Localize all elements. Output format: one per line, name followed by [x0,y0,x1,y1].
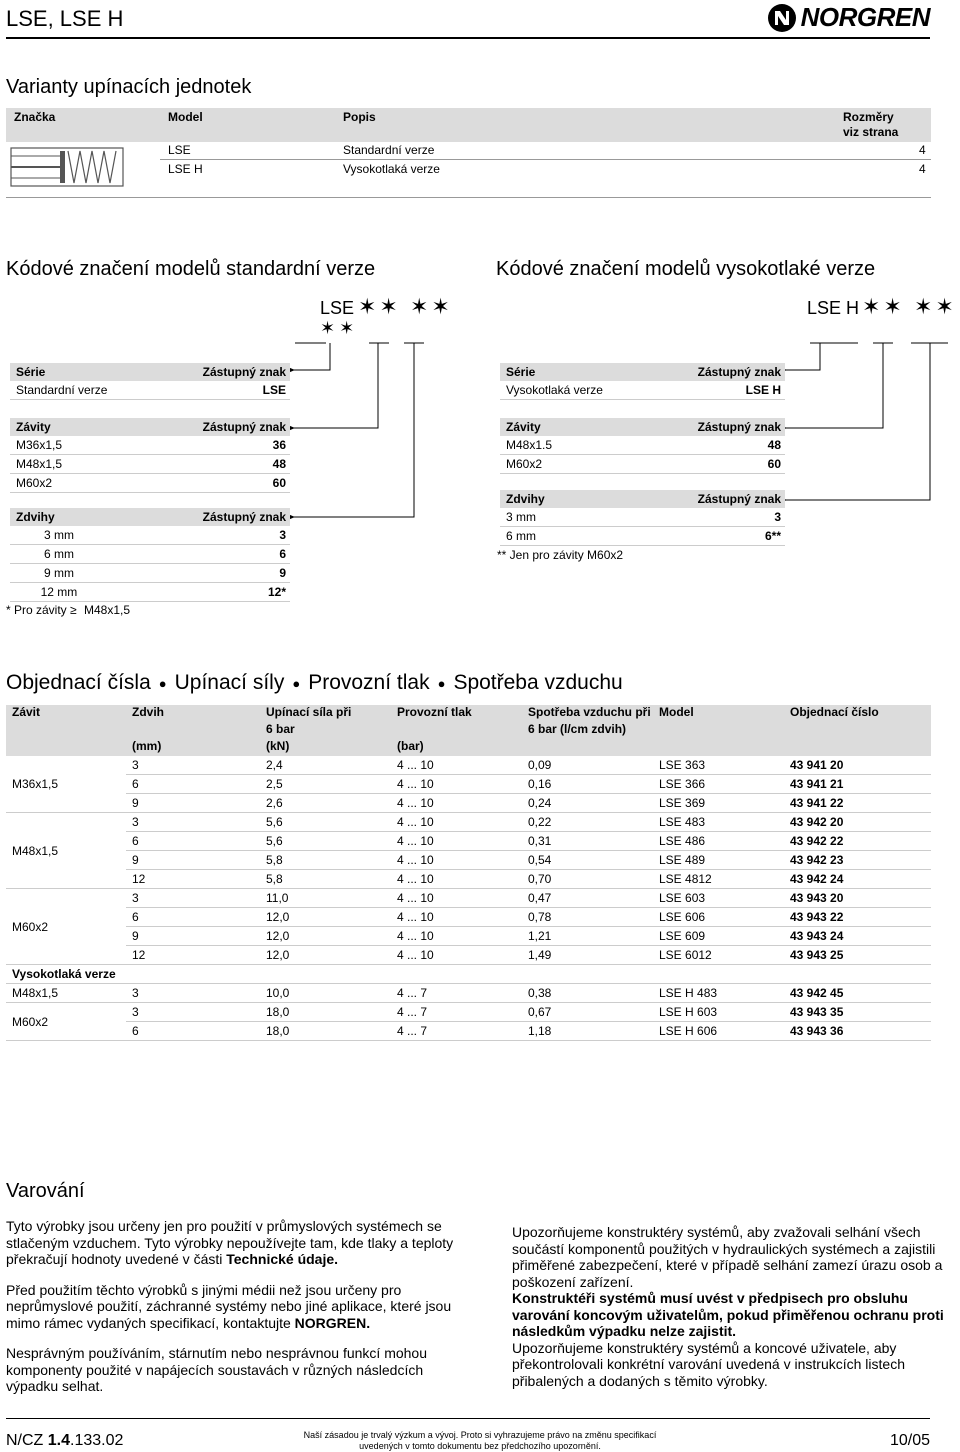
warning-text: Tyto výrobky jsou určeny jen pro použití v průmyslových systémech se stlačeným vzduchem. Tyto výrobky nepoužívejte tam, kde tlaky a teploty překračují hodnoty uvedené v části [6,1218,454,1267]
order-table [6,705,931,1041]
order-number-cell: 43 943 24 [784,927,931,946]
page-title: LSE, LSE H [6,6,124,31]
pressure-cell: 4 ... 10 [391,775,522,794]
stroke-cell: 12 [126,946,260,965]
variants-col-symbol: Značka [14,110,56,124]
force-cell: 18,0 [260,1022,391,1041]
model-cell: LSE 486 [653,832,784,851]
variant-desc-2: Vysokotlaká verze [343,162,440,176]
stroke-cell: 6 [126,832,260,851]
air-cell: 0,22 [522,813,653,832]
std-threads-h1: Závity [10,418,115,436]
table-row [6,832,931,851]
order-number-cell: 43 943 36 [784,1022,931,1041]
std-series-value: LSE [156,381,290,400]
std-placeholder-stars: ✶✶ ✶✶ [358,294,453,319]
variants-title: Varianty upínacích jednotek [6,76,252,98]
order-number-cell: 43 942 45 [784,984,931,1003]
order-number-cell: 43 943 20 [784,889,931,908]
warning-paragraph [6,1282,454,1332]
footer-disclaimer-line: Naší zásadou je trvalý výzkum a vývoj. Proto si vyhrazujeme právo na změnu specifikací [303,1430,657,1440]
bullet-icon: ● [437,675,446,691]
variant-model-2: LSE H [168,162,203,176]
order-col-force: Upínací síla při [260,705,391,722]
order-title-part: Provozní tlak [308,671,430,694]
hp-section-label: Vysokotlaká verze [6,965,931,984]
order-number-cell: 43 942 24 [784,870,931,889]
warning-paragraph: Upozorňujeme konstruktéry systémů, aby zvažovali selhání všech součástí komponentů použitých v hydraulických systémech a zajistili přiměřené zabezpečení, které v případě selhání zamezí úrazu osob a poškození zařízení. [512,1224,943,1290]
pressure-cell: 4 ... 10 [391,813,522,832]
hp-threads-table [500,418,785,474]
stroke-cell: 3 [126,889,260,908]
warning-paragraph: Upozorňujeme konstruktéry systémů a koncové uživatele, aby překontrolovali konkrétní varování uvedená v instrukcích listech přibalených a dodaných s těmito výrobky. [512,1339,905,1389]
std-stroke-code: 12* [106,583,290,602]
std-note-prefix: * Pro závity [6,603,67,617]
force-cell: 18,0 [260,1003,391,1022]
cylinder-symbol-icon [10,146,126,188]
variant-model-1: LSE [168,143,191,157]
air-cell: 0,09 [522,756,653,775]
air-cell: 0,31 [522,832,653,851]
footer-disclaimer [260,1430,700,1452]
bullet-icon: ● [158,675,167,691]
std-thread-label: M60x2 [10,474,115,493]
air-cell: 0,54 [522,851,653,870]
stroke-cell: 9 [126,851,260,870]
thread-cell: M48x1,5 [6,984,126,1003]
std-strokes-h2: Zástupný znak [106,508,290,526]
pressure-cell: 4 ... 10 [391,851,522,870]
std-stroke-label: 12 mm [10,583,106,602]
variants-header-bar [6,108,931,142]
std-series-h1: Série [10,363,156,381]
force-cell: 12,0 [260,946,391,965]
hp-coding-title: Kódové značení modelů vysokotlaké verze [496,258,876,280]
model-cell: LSE 489 [653,851,784,870]
model-cell: LSE 609 [653,927,784,946]
air-cell: 0,38 [522,984,653,1003]
order-number-cell: 43 943 25 [784,946,931,965]
std-stroke-code: 3 [106,526,290,545]
hp-thread-code: 48 [607,436,785,455]
force-cell: 12,0 [260,908,391,927]
table-row [6,813,931,832]
warning-text-bold: Technické údaje. [226,1251,339,1267]
doc-number-prefix: N/CZ [6,1432,48,1449]
table-row [6,851,931,870]
air-cell: 0,67 [522,1003,653,1022]
stroke-cell: 3 [126,984,260,1003]
order-col-pressure: Provozní tlak [391,705,522,722]
hp-series-label: Vysokotlaká verze [500,381,652,400]
pressure-cell: 4 ... 10 [391,794,522,813]
force-cell: 2,5 [260,775,391,794]
footer-disclaimer-line: uvedených v tomto dokumentu bez předchozího upozornění. [359,1441,601,1451]
table-row [6,1003,931,1022]
table-row [6,775,931,794]
std-thread-label: M48x1,5 [10,455,115,474]
warning-right-column [512,1224,952,1389]
std-series-label: Standardní verze [10,381,156,400]
std-stroke-code: 6 [106,545,290,564]
order-number-cell: 43 942 22 [784,832,931,851]
footer-rule [6,1418,930,1419]
hp-strokes-table [500,490,785,546]
std-thread-label: M36x1,5 [10,436,115,455]
warning-text-bold: NORGREN. [294,1314,371,1331]
pressure-cell: 4 ... 10 [391,927,522,946]
force-cell: 12,0 [260,927,391,946]
thread-cell: M60x2 [6,1003,126,1041]
pressure-cell: 4 ... 10 [391,756,522,775]
hp-stroke-note: ** Jen pro závity M60x2 [497,548,624,562]
stroke-cell: 9 [126,927,260,946]
stroke-cell: 6 [126,1022,260,1041]
std-series-table [10,363,290,400]
hp-strokes-h2: Zástupný znak [598,490,785,508]
variants-col-desc: Popis [343,110,376,124]
model-cell: LSE 603 [653,889,784,908]
hp-thread-label: M60x2 [500,455,607,474]
model-cell: LSE H 606 [653,1022,784,1041]
pressure-cell: 4 ... 10 [391,946,522,965]
pressure-cell: 4 ... 7 [391,1022,522,1041]
std-series-h2: Zástupný znak [156,363,290,381]
model-cell: LSE H 603 [653,1003,784,1022]
air-cell: 1,21 [522,927,653,946]
force-cell: 11,0 [260,889,391,908]
variants-col-page: Rozměry viz strana [843,110,899,139]
hp-strokes-h1: Zdvihy [500,490,598,508]
order-number-cell: 43 941 22 [784,794,931,813]
std-stroke-code: 9 [106,564,290,583]
model-cell: LSE 6012 [653,946,784,965]
variant-page-1: 4 [919,143,926,157]
variant-page-2: 4 [919,162,926,176]
order-col-stroke: Zdvih [126,705,260,722]
brand-logo [767,2,930,33]
table-row [6,927,931,946]
norgren-logo-icon [767,3,797,33]
warning-text: Před použitím těchto výrobků s jinými médii než jsou určeny pro neprůmyslové použití, záchranné systémy nebo jiné aplikace, které jsou mimo rámec vydaných specifikací, kontaktujte [6,1281,452,1331]
order-title [6,671,623,695]
pressure-cell: 4 ... 7 [391,1003,522,1022]
pressure-cell: 4 ... 10 [391,889,522,908]
std-thread-code: 48 [115,455,290,474]
hp-series-h1: Série [500,363,652,381]
hp-series-value: LSE H [652,381,785,400]
std-thread-code: 60 [115,474,290,493]
hp-thread-label: M48x1.5 [500,436,607,455]
doc-number-bold: 1.4 [47,1432,71,1449]
table-row [6,908,931,927]
hp-series-h2: Zástupný znak [652,363,785,381]
force-cell: 5,6 [260,832,391,851]
pressure-cell: 4 ... 7 [391,984,522,1003]
hp-stroke-label: 3 mm [500,508,598,527]
std-threads-table [10,418,290,493]
order-col-model: Model [653,705,784,722]
std-placeholder-stars-2: ✶✶ [320,318,359,338]
variants-bottom-rule [6,197,931,198]
order-number-cell: 43 942 20 [784,813,931,832]
warning-paragraph: Konstruktéři systémů musí uvést v předpisech pro obsluhu varování koncovým uživatelům, pokud přiměřenou ochranu proti následkům výpadku nelze zajistit. [512,1290,944,1339]
header-rule [6,37,930,39]
hp-thread-code: 60 [607,455,785,474]
air-cell: 0,70 [522,870,653,889]
doc-number [6,1432,123,1450]
model-cell: LSE H 483 [653,984,784,1003]
force-cell: 5,6 [260,813,391,832]
air-cell: 0,16 [522,775,653,794]
stroke-cell: 12 [126,870,260,889]
bullet-icon: ● [292,675,301,691]
order-number-cell: 43 941 20 [784,756,931,775]
std-stroke-note [6,603,130,617]
force-cell: 5,8 [260,851,391,870]
thread-cell: M48x1,5 [6,813,126,889]
std-threads-h2: Zástupný znak [115,418,290,436]
std-strokes-h1: Zdvihy [10,508,106,526]
hp-placeholder-stars: ✶✶ ✶✶ [862,294,957,319]
force-cell: 10,0 [260,984,391,1003]
order-col-thread: Závit [6,705,126,722]
table-row [6,794,931,813]
order-number-cell: 43 943 22 [784,908,931,927]
air-cell: 0,47 [522,889,653,908]
table-row [6,756,931,775]
force-cell: 5,8 [260,870,391,889]
doc-number-suffix: .133.02 [70,1432,124,1449]
model-cell: LSE 4812 [653,870,784,889]
model-cell: LSE 366 [653,775,784,794]
air-cell: 1,49 [522,946,653,965]
stroke-cell: 6 [126,775,260,794]
order-col-number: Objednací číslo [784,705,931,722]
model-cell: LSE 483 [653,813,784,832]
air-cell: 1,18 [522,1022,653,1041]
pressure-cell: 4 ... 10 [391,832,522,851]
stroke-cell: 6 [126,908,260,927]
std-coding-title: Kódové značení modelů standardní verze [6,258,376,280]
variants-col-model: Model [168,110,203,124]
std-thread-code: 36 [115,436,290,455]
warning-title: Varování [6,1180,85,1202]
warning-paragraph [6,1218,454,1268]
air-cell: 0,78 [522,908,653,927]
hp-stroke-code: 6** [598,527,785,546]
thread-cell: M36x1,5 [6,756,126,813]
pressure-cell: 4 ... 10 [391,870,522,889]
stroke-cell: 3 [126,1003,260,1022]
order-number-cell: 43 941 21 [784,775,931,794]
hp-section-row [6,965,931,984]
hp-code-label: LSE H [807,298,860,318]
hp-stroke-code: 3 [598,508,785,527]
force-cell: 2,6 [260,794,391,813]
table-row [6,1022,931,1041]
stroke-cell: 3 [126,813,260,832]
table-row [6,889,931,908]
hp-threads-h1: Závity [500,418,607,436]
order-col-stroke-unit: (mm) [126,739,260,756]
order-col-air: Spotřeba vzduchu při [522,705,653,722]
order-col-force-unit: (kN) [260,739,391,756]
variant-desc-1: Standardní verze [343,143,435,157]
hp-threads-h2: Zástupný znak [607,418,785,436]
hp-series-table [500,363,785,400]
order-title-part: Spotřeba vzduchu [453,671,623,694]
model-cell: LSE 369 [653,794,784,813]
std-note-value: M48x1,5 [83,603,130,617]
stroke-cell: 9 [126,794,260,813]
std-stroke-label: 9 mm [10,564,106,583]
order-col-force-sub: 6 bar [260,722,391,739]
force-cell: 2,4 [260,756,391,775]
brand-name: NORGREN [800,2,930,32]
warning-left-column [6,1218,454,1395]
order-number-cell: 43 942 23 [784,851,931,870]
variants-row-divider [160,159,931,160]
std-strokes-table [10,508,290,602]
std-stroke-label: 6 mm [10,545,106,564]
thread-cell: M60x2 [6,889,126,965]
model-cell: LSE 606 [653,908,784,927]
warning-paragraph: Nesprávným používáním, stárnutím nebo nesprávnou funkcí mohou komponenty použité v napájecích soustavách v různých následcích výpadku selhat. [6,1345,427,1394]
std-note-symbol: ≥ [70,603,77,617]
air-cell: 0,24 [522,794,653,813]
order-title-part: Upínací síly [174,671,285,694]
std-code-label: LSE [320,298,355,318]
model-cell: LSE 363 [653,756,784,775]
stroke-cell: 3 [126,756,260,775]
order-number-cell: 43 943 35 [784,1003,931,1022]
table-row [6,870,931,889]
doc-date: 10/05 [889,1432,930,1449]
order-title-part: Objednací čísla [6,671,151,694]
std-stroke-label: 3 mm [10,526,106,545]
pressure-cell: 4 ... 10 [391,908,522,927]
hp-stroke-label: 6 mm [500,527,598,546]
order-col-pressure-unit: (bar) [391,739,522,756]
table-row [6,946,931,965]
table-row [6,984,931,1003]
order-col-air-sub: 6 bar (l/cm zdvih) [522,722,653,739]
